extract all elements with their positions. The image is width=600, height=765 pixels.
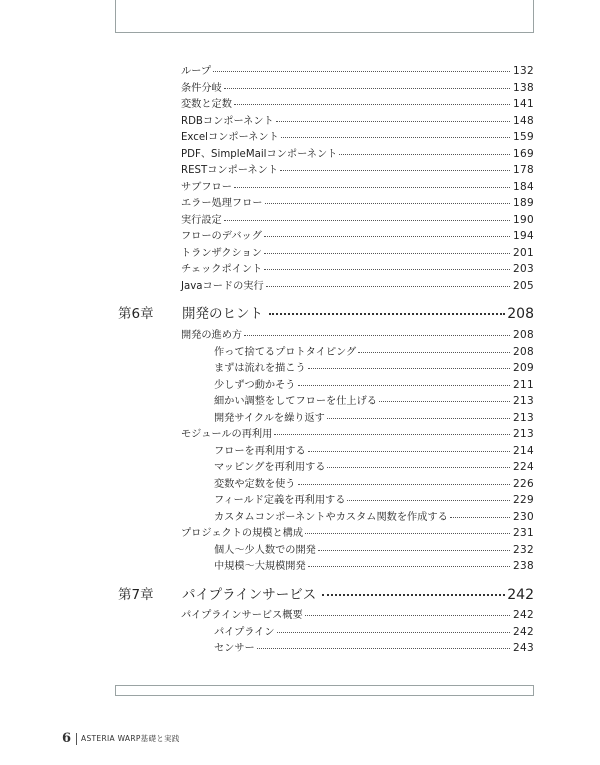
entry-page-number: 141: [513, 98, 534, 110]
toc-subsection-entry[interactable]: [214, 412, 534, 425]
entry-title: 変数と定数: [181, 99, 232, 110]
leader-dots: [308, 566, 510, 567]
toc-section-entry[interactable]: [181, 609, 534, 622]
entry-page-number: 242: [513, 609, 534, 621]
entry-title: 中規模〜大規模開発: [214, 561, 306, 572]
entry-page-number: 205: [513, 280, 534, 292]
entry-page-number: 189: [513, 197, 534, 209]
entry-title: チェックポイント: [181, 264, 263, 275]
entry-title: パイプライン: [214, 627, 275, 638]
leader-dots: [347, 500, 510, 501]
toc-section-entry[interactable]: [181, 527, 534, 540]
page-footer: [62, 731, 180, 746]
toc-subsection-entry[interactable]: [214, 544, 534, 557]
entry-page-number: 238: [513, 560, 534, 572]
leader-dots: [339, 154, 510, 155]
entry-page-number: 243: [513, 642, 534, 654]
entry-page-number: 230: [513, 511, 534, 523]
toc-section-entry[interactable]: [181, 148, 534, 161]
toc-section-entry[interactable]: [181, 65, 534, 78]
entry-title: マッピングを再利用する: [214, 462, 326, 473]
bottom-frame-box: [115, 685, 534, 696]
entry-title: Javaコードの実行: [181, 281, 264, 292]
entry-title: カスタムコンポーネントやカスタム関数を作成する: [214, 512, 448, 523]
leader-dots: [322, 594, 505, 596]
entry-page-number: 226: [513, 478, 534, 490]
chapter-title: 開発のヒント: [182, 306, 263, 322]
toc-section-entry[interactable]: [181, 263, 534, 276]
chapter-number: 第7章: [118, 587, 154, 603]
leader-dots: [305, 615, 510, 616]
entry-page-number: 229: [513, 494, 534, 506]
entry-title: 少しずつ動かそう: [214, 380, 296, 391]
leader-dots: [264, 236, 510, 237]
leader-dots: [244, 335, 510, 336]
entry-title: RESTコンポーネント: [181, 165, 279, 176]
entry-title: ループ: [181, 66, 212, 77]
entry-page-number: 242: [513, 626, 534, 638]
toc-subsection-entry[interactable]: [214, 346, 534, 359]
leader-dots: [318, 550, 510, 551]
entry-page-number: 169: [513, 148, 534, 160]
leader-dots: [308, 451, 510, 452]
entry-page-number: 194: [513, 230, 534, 242]
chapter-title: パイプラインサービス: [182, 587, 317, 603]
entry-page-number: 178: [513, 164, 534, 176]
chapter-page-number: 208: [507, 306, 534, 322]
entry-title: 条件分岐: [181, 83, 222, 94]
toc-section-entry[interactable]: [181, 214, 534, 227]
entry-page-number: 224: [513, 461, 534, 473]
leader-dots: [280, 170, 510, 171]
toc-section-entry[interactable]: [181, 131, 534, 144]
leader-dots: [327, 418, 510, 419]
entry-title: 開発の進め方: [181, 330, 243, 341]
entry-title: Excelコンポーネント: [181, 132, 279, 143]
entry-page-number: 138: [513, 82, 534, 94]
leader-dots: [281, 137, 510, 138]
entry-title: エラー処理フロー: [181, 198, 263, 209]
entry-title: フローを再利用する: [214, 446, 306, 457]
toc-section-entry[interactable]: [181, 98, 534, 111]
chapter-number: 第6章: [118, 306, 154, 322]
toc-subsection-entry[interactable]: [214, 494, 534, 507]
entry-page-number: 184: [513, 181, 534, 193]
leader-dots: [277, 632, 511, 633]
leader-dots: [269, 313, 505, 315]
toc-section-entry[interactable]: [181, 230, 534, 243]
footer-divider: [76, 733, 77, 745]
leader-dots: [274, 434, 510, 435]
toc-section-entry[interactable]: [181, 164, 534, 177]
toc-section-entry[interactable]: [181, 82, 534, 95]
entry-title: RDBコンポーネント: [181, 116, 274, 127]
toc-subsection-entry[interactable]: [214, 395, 534, 408]
toc-subsection-entry[interactable]: [214, 642, 534, 655]
toc-subsection-entry[interactable]: [214, 626, 534, 639]
entry-title: まずは流れを描こう: [214, 363, 306, 374]
entry-title: サブフロー: [181, 182, 232, 193]
leader-dots: [257, 648, 510, 649]
leader-dots: [298, 385, 511, 386]
leader-dots: [379, 401, 510, 402]
entry-page-number: 211: [513, 379, 534, 391]
entry-page-number: 213: [513, 395, 534, 407]
entry-title: センサー: [214, 643, 255, 654]
chapter-heading[interactable]: [118, 587, 534, 604]
entry-title: 個人〜少人数での開発: [214, 545, 316, 556]
entry-page-number: 213: [513, 428, 534, 440]
leader-dots: [224, 88, 510, 89]
toc-section-entry[interactable]: [181, 115, 534, 128]
toc-section-entry[interactable]: [181, 247, 534, 260]
toc-section-entry[interactable]: [181, 181, 534, 194]
toc-section-entry[interactable]: [181, 428, 534, 441]
entry-page-number: 190: [513, 214, 534, 226]
entry-title: トランザクション: [181, 248, 262, 259]
entry-page-number: 208: [513, 346, 534, 358]
leader-dots: [213, 71, 510, 72]
entry-page-number: 203: [513, 263, 534, 275]
toc-subsection-entry[interactable]: [214, 511, 534, 524]
leader-dots: [266, 286, 510, 287]
toc-section-entry[interactable]: [181, 197, 534, 210]
leader-dots: [265, 203, 511, 204]
entry-title: 変数や定数を使う: [214, 479, 296, 490]
leader-dots: [327, 467, 510, 468]
leader-dots: [305, 533, 510, 534]
leader-dots: [264, 253, 510, 254]
entry-title: フローのデバッグ: [181, 231, 262, 242]
entry-page-number: 232: [513, 544, 534, 556]
leader-dots: [224, 220, 510, 221]
entry-page-number: 132: [513, 65, 534, 77]
entry-title: モジュールの再利用: [181, 429, 273, 440]
leader-dots: [298, 484, 511, 485]
leader-dots: [234, 187, 510, 188]
entry-title: 細かい調整をしてフローを仕上げる: [214, 396, 377, 407]
entry-page-number: 209: [513, 362, 534, 374]
leader-dots: [264, 269, 510, 270]
book-title: ASTERIA WARP基礎と実践: [81, 734, 180, 743]
leader-dots: [276, 121, 510, 122]
entry-page-number: 214: [513, 445, 534, 457]
entry-title: プロジェクトの規模と構成: [181, 528, 304, 539]
leader-dots: [234, 104, 510, 105]
leader-dots: [308, 368, 510, 369]
toc-subsection-entry[interactable]: [214, 560, 534, 573]
entry-title: パイプラインサービス概要: [181, 610, 303, 621]
chapter-heading[interactable]: [118, 306, 534, 323]
entry-title: フィールド定義を再利用する: [214, 495, 346, 506]
entry-page-number: 208: [513, 329, 534, 341]
leader-dots: [450, 517, 510, 518]
top-frame-box: [115, 0, 534, 33]
entry-title: 作って捨てるプロトタイピング: [214, 347, 357, 358]
entry-page-number: 159: [513, 131, 534, 143]
toc-subsection-entry[interactable]: [214, 445, 534, 458]
toc-subsection-entry[interactable]: [214, 379, 534, 392]
toc-subsection-entry[interactable]: [214, 362, 534, 375]
entry-title: PDF、SimpleMailコンポーネント: [181, 149, 338, 160]
page-number: 6: [62, 731, 72, 746]
toc-section-entry[interactable]: [181, 280, 534, 293]
leader-dots: [358, 352, 510, 353]
entry-title: 実行設定: [181, 215, 222, 226]
toc-subsection-entry[interactable]: [214, 478, 534, 491]
chapter-page-number: 242: [507, 587, 534, 603]
entry-page-number: 231: [513, 527, 534, 539]
toc-subsection-entry[interactable]: [214, 461, 534, 474]
entry-page-number: 148: [513, 115, 534, 127]
entry-page-number: 213: [513, 412, 534, 424]
toc-section-entry[interactable]: [181, 329, 534, 342]
entry-page-number: 201: [513, 247, 534, 259]
entry-title: 開発サイクルを繰り返す: [214, 413, 325, 424]
